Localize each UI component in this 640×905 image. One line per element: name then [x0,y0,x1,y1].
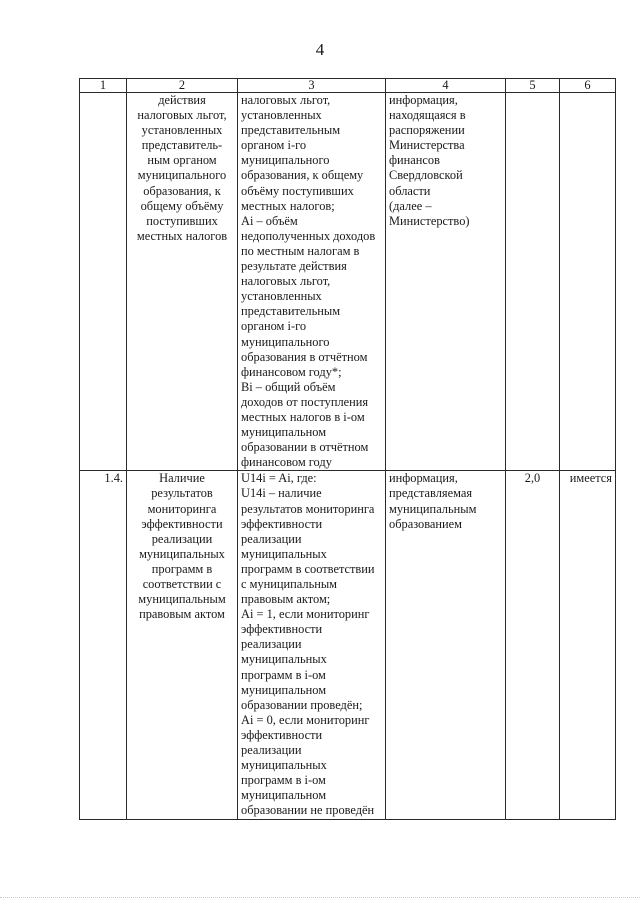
calculation-formula-line: муниципальном [241,682,327,697]
indicator-name-line: реализации [151,531,213,546]
indicator-name-line: результатов [151,486,213,501]
header-col-1: 1 [80,79,127,93]
row-number: 1.4. [80,471,127,819]
calculation-formula-line: программ в соответствии [241,561,375,576]
table-row [80,471,616,819]
indicator-name-line: муниципального [137,168,227,183]
calculation-formula [238,93,386,471]
data-source-line: Министерство) [389,213,470,228]
calculation-formula-line: U14i – наличие [241,486,322,501]
status-note [560,93,616,471]
indicator-name-line: образования, к [143,183,221,198]
calculation-formula-line: представительным [241,304,341,319]
calculation-formula-line: Ai = 1, если мониторинг [241,607,370,622]
indicator-name-line: поступивших [146,213,218,228]
indicator-name-line: действия [158,93,206,107]
calculation-formula-line: эффективности [241,727,323,742]
header-col-6: 6 [560,79,616,93]
calculation-formula-line: образовании в отчётном [241,440,369,455]
indicator-name-line: местных налогов [136,228,228,243]
data-source-line: распоряжении [389,123,465,138]
indicator-name-line: представитель- [141,138,223,153]
calculation-formula-line: реализации [241,743,302,758]
calculation-formula-line: Ai – объём [241,213,298,228]
indicator-name-line: эффективности [141,516,223,531]
page-number: 4 [315,40,325,59]
indicator-name-line: программ в [151,561,213,576]
calculation-formula-line: недополученных доходов [241,228,376,243]
weight-value: 2,0 [506,471,560,819]
calculation-formula-line: муниципальных [241,546,327,561]
data-source-line: информация, [389,93,458,107]
calculation-formula-line: налоговых льгот, [241,93,331,107]
table-row [80,93,616,471]
data-source-line: информация, [389,471,458,486]
calculation-formula-line: налоговых льгот, [241,274,331,289]
calculation-formula-line: органом i-го [241,138,307,153]
calculation-formula-line: муниципальных [241,652,327,667]
data-source [386,93,506,471]
calculation-formula-line: программ в i-ом [241,667,326,682]
calculation-formula-line: реализации [241,637,302,652]
calculation-formula-line: по местным налогам в [241,243,360,258]
data-source-line: области [389,183,431,198]
calculation-formula-line: образовании проведён; [241,697,363,712]
calculation-formula-line: результате действия [241,259,347,274]
data-source-line: муниципальным [389,501,477,516]
data-source [386,471,506,819]
calculation-formula-line: U14i = Ai, где: [241,471,317,486]
header-col-3: 3 [238,79,386,93]
header-col-4: 4 [386,79,506,93]
calculation-formula [238,471,386,819]
indicator-name [127,93,238,471]
status-note: имеется [560,471,616,819]
page-bottom-edge [0,897,640,899]
calculation-formula-line: установленных [241,108,322,123]
calculation-formula-line: с муниципальным [241,577,338,591]
data-source-line: представляемая [389,486,473,501]
indicator-name-line: муниципальным [138,592,226,607]
calculation-formula-line: органом i-го [241,319,307,334]
calculation-formula-line: эффективности [241,516,323,531]
criteria-table [79,78,616,820]
calculation-formula-line: представительным [241,123,341,138]
indicator-name-line: муниципальных [139,546,225,561]
header-col-2: 2 [127,79,238,93]
calculation-formula-line: программ в i-ом [241,773,326,788]
data-source-line: (далее – [389,198,432,213]
calculation-formula-line: образования, к общему [241,168,364,183]
calculation-formula-line: эффективности [241,622,323,637]
data-source-line: Свердловской [389,168,463,183]
calculation-formula-line: образовании не проведён [241,803,375,818]
header-col-5: 5 [506,79,560,93]
calculation-formula-line: финансовом году [241,455,332,470]
indicator-name-line: мониторинга [147,501,217,516]
row-number [80,93,127,471]
calculation-formula-line: местных налогов; [241,198,335,213]
weight-value [506,93,560,471]
indicator-name-line: установленных [141,123,223,138]
calculation-formula-line: финансовом году*; [241,364,342,379]
calculation-formula-line: образования в отчётном [241,349,368,364]
indicator-name-line: общему объёму [140,198,224,213]
calculation-formula-line: реализации [241,531,302,546]
indicator-name-line: ным органом [147,153,217,168]
calculation-formula-line: местных налогов в i-ом [241,409,365,424]
indicator-name-line: соответствии с [142,577,222,591]
calculation-formula-line: объёму поступивших [241,183,354,198]
calculation-formula-line: Bi – общий объём [241,379,336,394]
indicator-name [127,471,238,819]
table-header-row [80,79,616,93]
calculation-formula-line: муниципальном [241,425,327,440]
calculation-formula-line: результатов мониторинга [241,501,375,516]
data-source-line: находящаяся в [389,108,466,123]
calculation-formula-line: правовым актом; [241,592,331,607]
data-source-line: образованием [389,516,463,531]
calculation-formula-line: муниципальных [241,758,327,773]
calculation-formula-line: доходов от поступления [241,394,369,409]
calculation-formula-line: Ai = 0, если мониторинг [241,712,370,727]
indicator-name-line: правовым актом [139,607,225,622]
data-source-line: Министерства [389,138,465,153]
data-source-line: финансов [389,153,440,168]
indicator-name-line: налоговых льгот, [137,108,227,123]
indicator-name-line: Наличие [159,471,205,486]
calculation-formula-line: муниципальном [241,788,327,803]
calculation-formula-line: установленных [241,289,322,304]
calculation-formula-line: муниципального [241,153,330,168]
calculation-formula-line: муниципального [241,334,330,349]
